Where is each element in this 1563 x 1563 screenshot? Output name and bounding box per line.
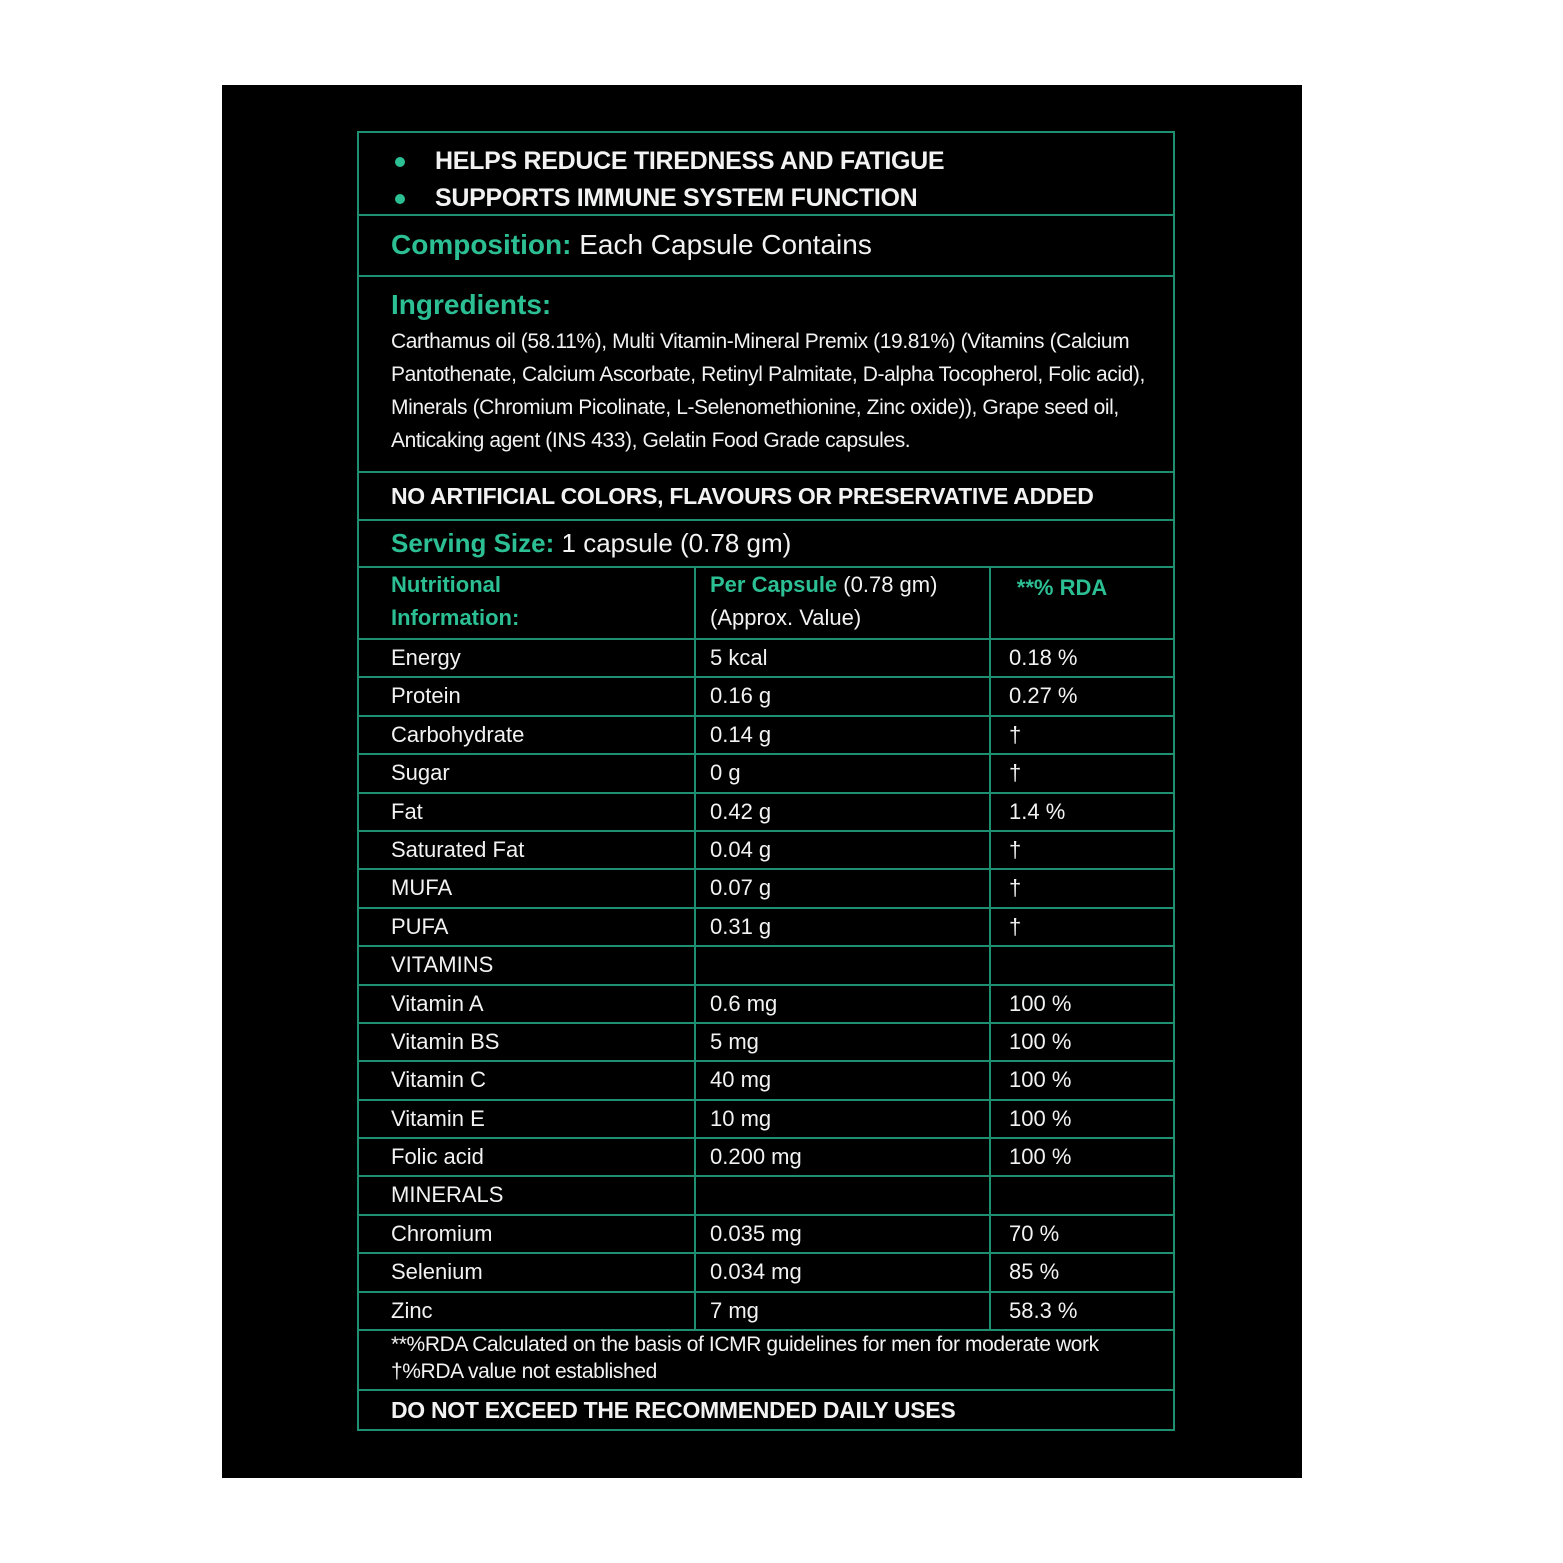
- nutrient-rda: 70 %: [1009, 1220, 1060, 1246]
- nutrient-rda: †: [1009, 875, 1022, 901]
- nutrient-amount: 0.14 g: [696, 717, 991, 753]
- nutrient-rda: 100 %: [1009, 1067, 1072, 1093]
- nutrient-name: VITAMINS: [359, 947, 696, 983]
- nutrient-rda: 1.4 %: [1009, 798, 1066, 824]
- nutrient-name: PUFA: [359, 909, 696, 945]
- header-rda: **% RDA: [1016, 575, 1108, 600]
- nutrient-amount: 0.16 g: [696, 678, 991, 714]
- no-artificial-notice: NO ARTIFICIAL COLORS, FLAVOURS OR PRESERVATIVE ADDED: [359, 473, 1173, 521]
- nutrient-rda: 0.27 %: [1009, 683, 1078, 709]
- table-row: [359, 717, 1173, 755]
- header-text: Nutritional: [391, 572, 501, 597]
- nutrient-rda: 85 %: [1009, 1259, 1060, 1285]
- nutrient-name: Vitamin BS: [359, 1024, 696, 1060]
- nutrient-name: Vitamin A: [359, 986, 696, 1022]
- nutrient-amount: 5 mg: [696, 1024, 991, 1060]
- serving-size-label: Serving Size:: [391, 528, 555, 558]
- bullet-icon: [395, 157, 405, 167]
- nutrient-amount: 0.200 mg: [696, 1139, 991, 1175]
- nutrition-table: [359, 568, 1173, 1331]
- table-row: [359, 947, 1173, 985]
- header-nutritional-info: [359, 568, 696, 638]
- serving-size-value: 1 capsule (0.78 gm): [554, 528, 792, 558]
- nutrient-name: MUFA: [359, 870, 696, 906]
- claim-text: HELPS REDUCE TIREDNESS AND FATIGUE: [435, 147, 945, 175]
- ingredients-section: [359, 277, 1173, 473]
- claims-section: [359, 133, 1173, 216]
- footnote: †%RDA value not established: [391, 1360, 657, 1383]
- nutrient-rda: 0.18 %: [1009, 645, 1078, 670]
- nutrient-rda: 100 %: [1009, 990, 1072, 1016]
- serving-size-section: [359, 521, 1173, 568]
- header-per-capsule: [696, 568, 991, 638]
- table-header: [359, 568, 1173, 640]
- nutrient-name: Selenium: [359, 1254, 696, 1290]
- nutrient-name: Zinc: [359, 1293, 696, 1329]
- nutrient-name: Fat: [359, 794, 696, 830]
- nutrient-amount: 5 kcal: [696, 640, 991, 676]
- table-row: [359, 832, 1173, 870]
- ingredients-label: Ingredients:: [391, 289, 552, 320]
- table-row: [359, 1101, 1173, 1139]
- nutrient-name: Energy: [359, 640, 696, 676]
- nutrient-amount: 0.07 g: [696, 870, 991, 906]
- nutrient-rda: 100 %: [1009, 1144, 1072, 1170]
- claim-item: [391, 143, 1173, 180]
- nutrient-name: Folic acid: [359, 1139, 696, 1175]
- header-text: (0.78 gm): [837, 572, 938, 597]
- table-row: [359, 1254, 1173, 1292]
- table-row: [359, 1216, 1173, 1254]
- header-text: Information:: [391, 605, 520, 630]
- nutrition-label: [357, 131, 1175, 1431]
- composition-value: Each Capsule Contains: [571, 229, 872, 260]
- header-text: Per Capsule: [710, 572, 838, 597]
- nutrient-amount: 0.31 g: [696, 909, 991, 945]
- nutrient-amount: 0.04 g: [696, 832, 991, 868]
- table-row: [359, 909, 1173, 947]
- claim-text: SUPPORTS IMMUNE SYSTEM FUNCTION: [435, 184, 918, 212]
- nutrient-amount: [696, 1177, 991, 1213]
- table-row: [359, 794, 1173, 832]
- table-row: [359, 755, 1173, 793]
- nutrient-rda: 58.3 %: [1009, 1297, 1078, 1323]
- nutrient-rda: [991, 1177, 1173, 1213]
- nutrient-amount: [696, 947, 991, 983]
- table-row: [359, 640, 1173, 678]
- nutrient-rda: 100 %: [1009, 1028, 1072, 1054]
- ingredients-text: Carthamus oil (58.11%), Multi Vitamin-Mineral Premix (19.81%) (Vitamins (Calcium Pantothenate, Calcium Ascorbate, Retinyl Palmitate, D-alpha Tocopherol, Folic acid), Minerals (Chromium Picolinate, L-Selenomethionine, Zinc oxide)), Grape seed oil, Anticaking agent (INS 433), Gelatin Food Grade capsules.: [391, 330, 1145, 452]
- nutrient-name: Vitamin E: [359, 1101, 696, 1137]
- composition-section: [359, 216, 1173, 277]
- nutrient-amount: 0.42 g: [696, 794, 991, 830]
- nutrient-amount: 0.035 mg: [696, 1216, 991, 1252]
- claim-item: [391, 180, 1173, 217]
- nutrient-amount: 10 mg: [696, 1101, 991, 1137]
- nutrient-name: Protein: [359, 678, 696, 714]
- nutrient-rda: †: [1009, 913, 1022, 939]
- table-row: [359, 1293, 1173, 1331]
- nutrient-name: Carbohydrate: [359, 717, 696, 753]
- nutrient-amount: 0.6 mg: [696, 986, 991, 1022]
- bullet-icon: [395, 194, 405, 204]
- table-row: [359, 986, 1173, 1024]
- nutrient-amount: 0.034 mg: [696, 1254, 991, 1290]
- nutrient-name: Saturated Fat: [359, 832, 696, 868]
- nutrient-amount: 7 mg: [696, 1293, 991, 1329]
- composition-label: Composition:: [391, 229, 572, 260]
- nutrient-name: Chromium: [359, 1216, 696, 1252]
- nutrient-amount: 0 g: [696, 755, 991, 791]
- nutrient-amount: 40 mg: [696, 1062, 991, 1098]
- footnotes: [359, 1327, 1173, 1391]
- nutrient-name: Vitamin C: [359, 1062, 696, 1098]
- nutrient-rda: [991, 947, 1173, 983]
- nutrient-rda: †: [1009, 836, 1022, 862]
- table-row: [359, 1177, 1173, 1215]
- nutrient-rda: †: [1009, 760, 1022, 786]
- table-row: [359, 1139, 1173, 1177]
- footnote: **%RDA Calculated on the basis of ICMR guidelines for men for moderate work: [391, 1333, 1099, 1356]
- nutrient-name: Sugar: [359, 755, 696, 791]
- nutrient-name: MINERALS: [359, 1177, 696, 1213]
- table-row: [359, 1062, 1173, 1100]
- nutrient-rda: 100 %: [1009, 1105, 1072, 1131]
- table-row: [359, 678, 1173, 716]
- final-warning: DO NOT EXCEED THE RECOMMENDED DAILY USES: [391, 1397, 956, 1423]
- table-row: [359, 1024, 1173, 1062]
- nutrient-rda: †: [1009, 721, 1022, 747]
- table-body: [359, 640, 1173, 1331]
- header-text: (Approx. Value): [710, 605, 862, 630]
- table-row: [359, 870, 1173, 908]
